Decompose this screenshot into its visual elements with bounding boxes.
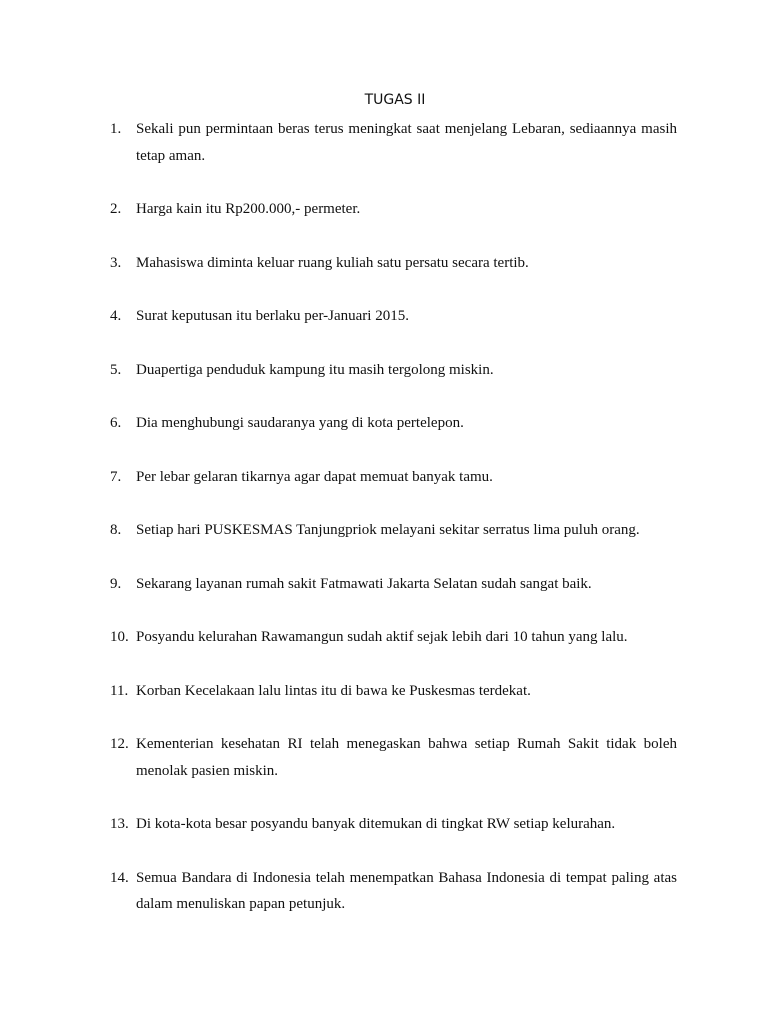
item-text: Korban Kecelakaan lalu lintas itu di bawa ke Puskesmas terdekat. [136, 682, 531, 699]
item-text: Per lebar gelaran tikarnya agar dapat memuat banyak tamu. [136, 468, 493, 485]
item-text: Di kota-kota besar posyandu banyak ditemukan di tingkat RW setiap kelurahan. [136, 816, 616, 832]
item-text: Sekarang layanan rumah sakit Fatmawati Jakarta Selatan sudah sangat baik. [136, 575, 592, 592]
list-item [110, 678, 677, 705]
list-item [110, 731, 677, 784]
list-item [110, 571, 677, 598]
item-text: Mahasiswa diminta keluar ruang kuliah satu persatu secara tertib. [136, 254, 529, 271]
item-number: 9. [110, 575, 122, 592]
item-text: Harga kain itu Rp200.000,- permeter. [136, 201, 361, 217]
list-item [110, 410, 677, 437]
item-number: 3. [110, 254, 122, 271]
item-text: Semua Bandara di Indonesia telah menempatkan Bahasa Indonesia di tempat paling atas dalam menuliskan papan petunjuk. [136, 869, 677, 912]
list-item [110, 250, 677, 277]
item-number: 10. [110, 629, 129, 645]
list-item [110, 116, 677, 169]
item-number: 11. [110, 682, 129, 699]
item-number: 1. [110, 121, 122, 137]
item-text: Duapertiga penduduk kampung itu masih tergolong miskin. [136, 361, 494, 378]
list-item [110, 517, 677, 544]
exercise-list [110, 116, 677, 945]
item-number: 4. [110, 308, 122, 324]
list-item [110, 357, 677, 384]
item-number: 8. [110, 522, 122, 538]
list-item [110, 196, 677, 223]
item-number: 5. [110, 361, 122, 378]
item-number: 12. [110, 736, 129, 752]
item-text: Surat keputusan itu berlaku per-Januari 2015. [136, 308, 409, 324]
list-item [110, 865, 677, 918]
item-number: 7. [110, 468, 122, 485]
item-number: 2. [110, 201, 122, 217]
item-text: Posyandu kelurahan Rawamangun sudah aktif sejak lebih dari 10 tahun yang lalu. [136, 629, 628, 645]
list-item [110, 464, 677, 491]
item-number: 13. [110, 816, 129, 832]
item-text: Sekali pun permintaan beras terus meningkat saat menjelang Lebaran, sediaannya masih tetap aman. [136, 121, 677, 164]
item-number: 6. [110, 415, 122, 431]
item-text: Setiap hari PUSKESMAS Tanjungpriok melayani sekitar serratus lima puluh orang. [136, 522, 640, 538]
list-item [110, 624, 677, 651]
list-item [110, 303, 677, 330]
item-text: Dia menghubungi saudaranya yang di kota pertelepon. [136, 415, 464, 431]
document-title: TUGAS II [364, 92, 426, 108]
list-item [110, 811, 677, 838]
item-text: Kementerian kesehatan RI telah menegaskan bahwa setiap Rumah Sakit tidak boleh menolak pasien miskin. [136, 736, 677, 779]
item-number: 14. [110, 869, 129, 886]
